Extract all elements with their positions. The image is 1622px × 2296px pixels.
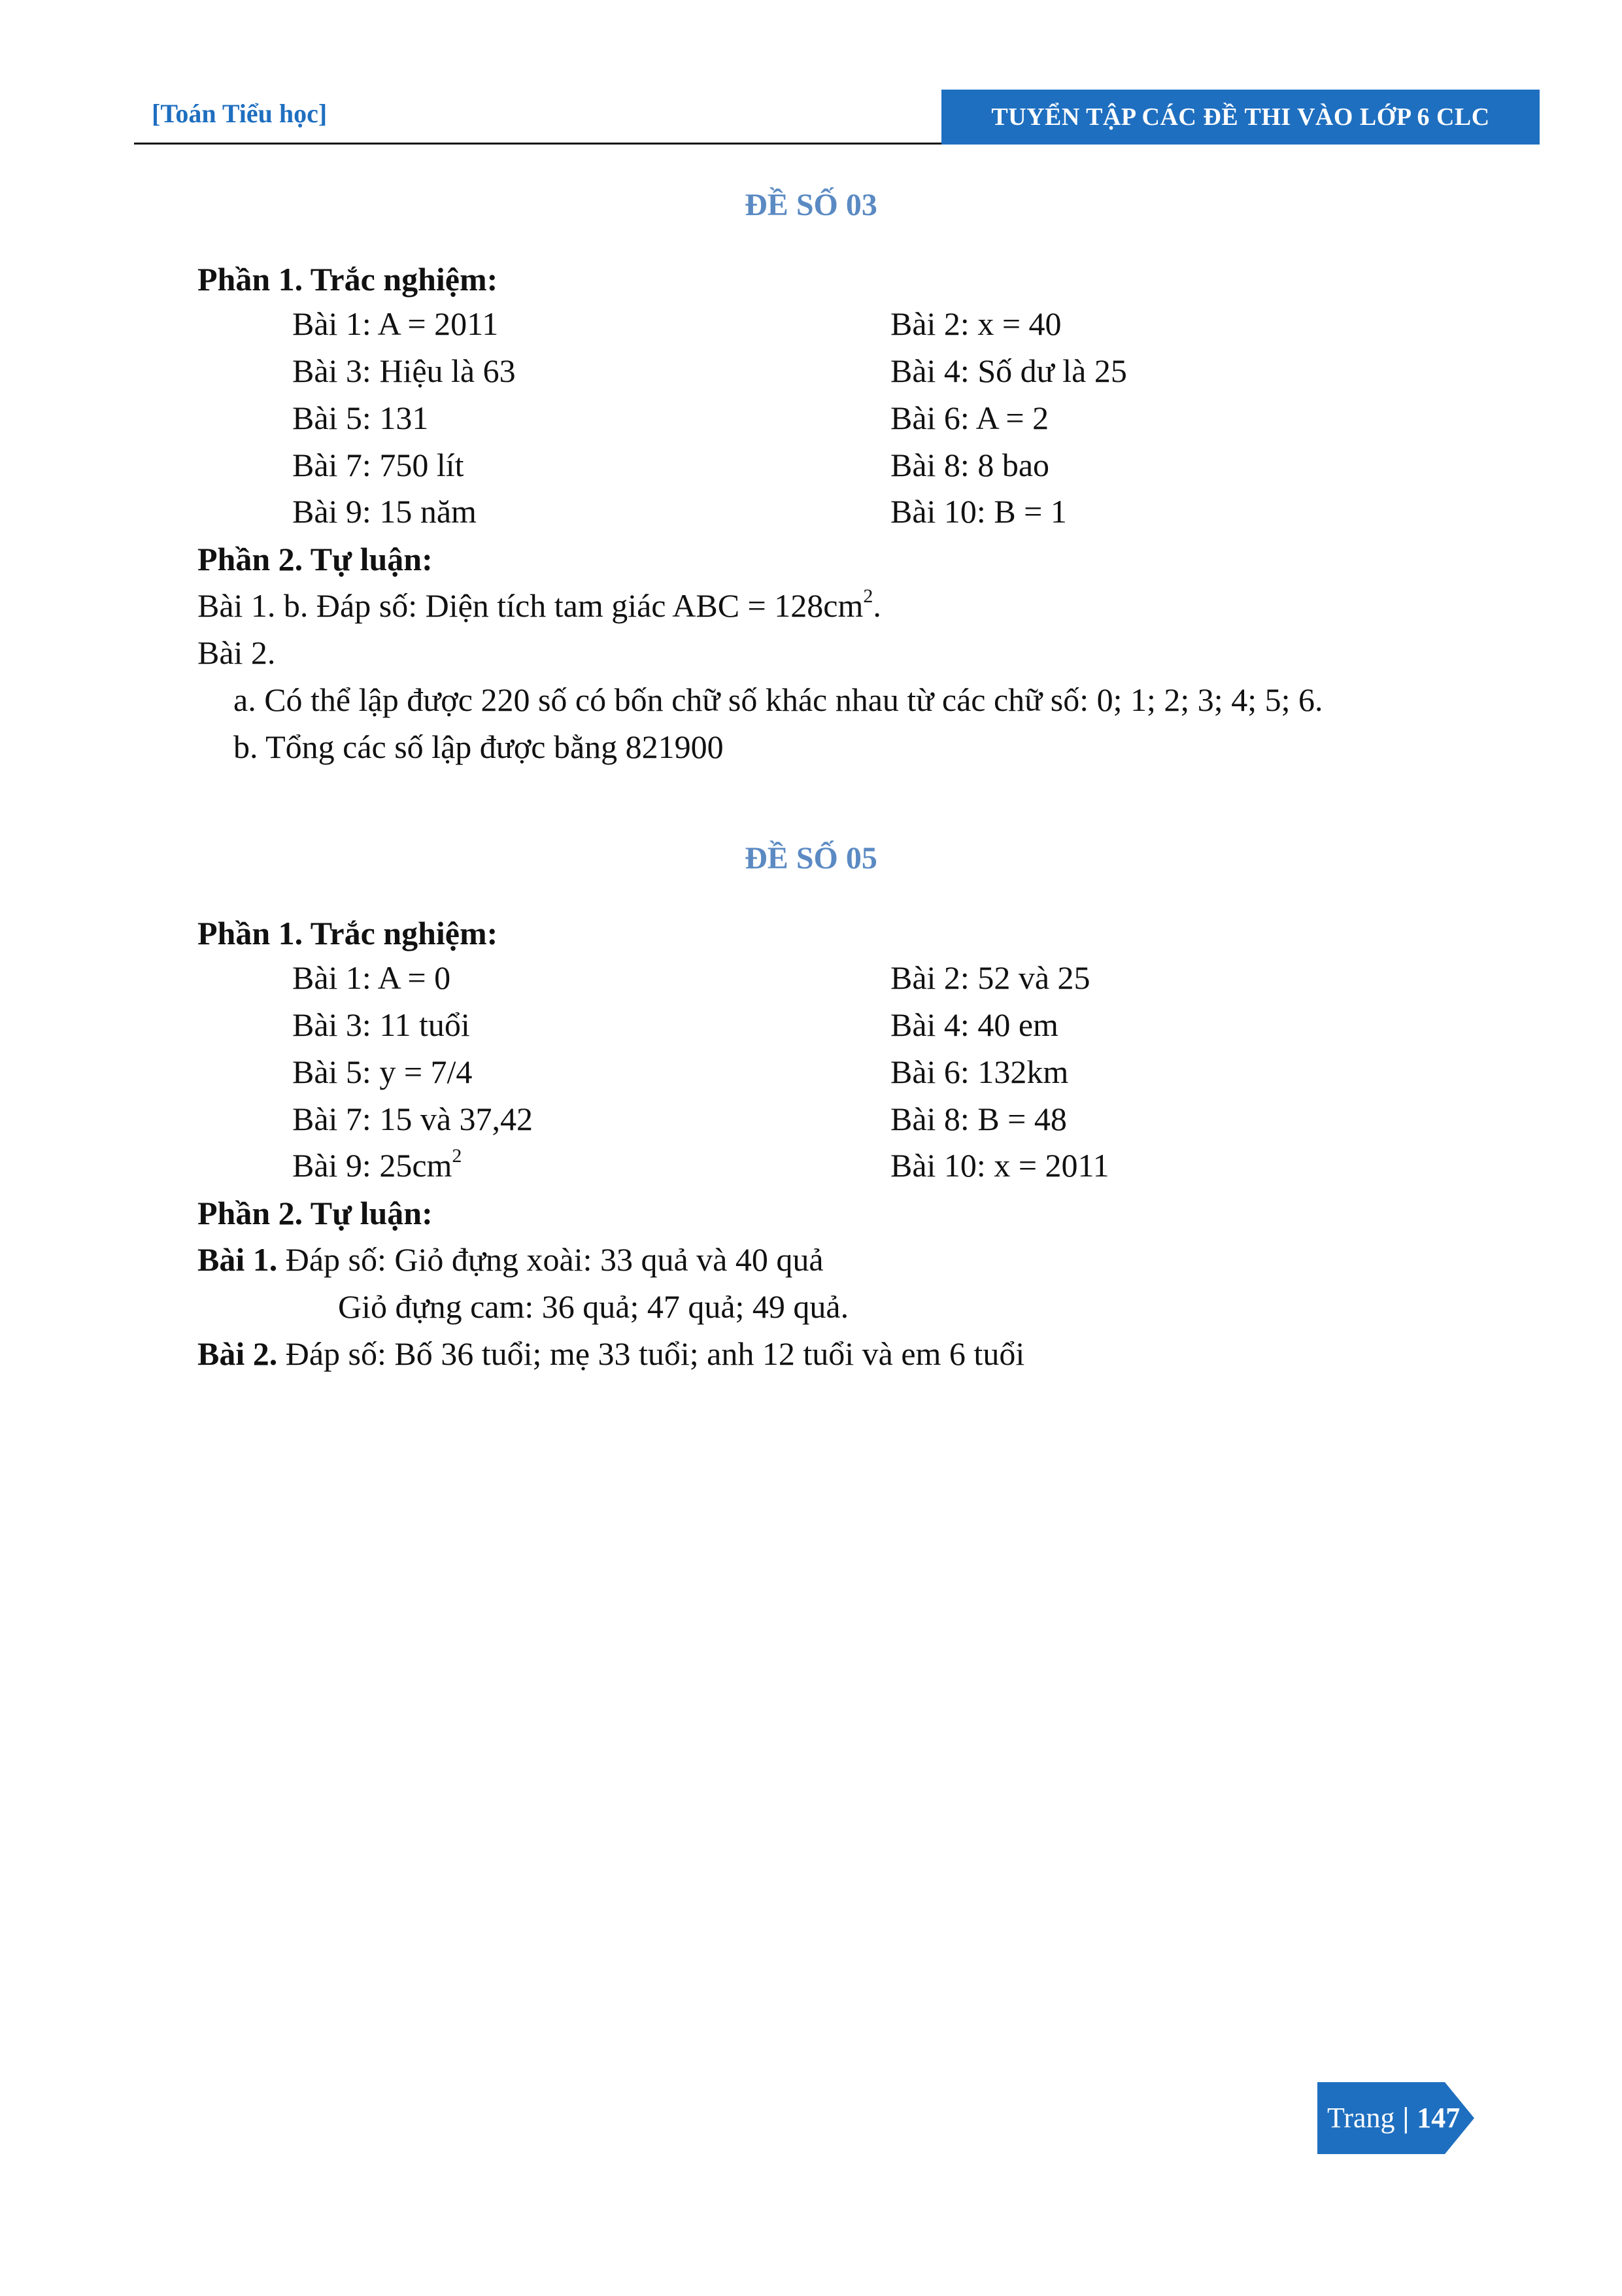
de05-answer-5: Bài 5: y = 7/4: [292, 1054, 473, 1090]
section-title-de03: ĐỀ SỐ 03: [745, 188, 877, 222]
de03-answer-4: Bài 4: Số dư là 25: [890, 352, 1127, 389]
de03-answer-7: Bài 7: 750 lít: [292, 447, 464, 483]
de05-answer-9: [292, 1145, 462, 1184]
header-series-title: TUYỂN TẬP CÁC ĐỀ THI VÀO LỚP 6 CLC: [941, 90, 1540, 145]
de03-part1-title: Phần 1. Trắc nghiệm:: [197, 261, 498, 298]
de05-answer-2: Bài 2: 52 và 25: [890, 959, 1090, 996]
de03-part2-title: Phần 2. Tự luận:: [197, 541, 433, 577]
de05-answer-8: Bài 8: B = 48: [890, 1101, 1067, 1137]
de03-bai2-b: b. Tổng các số lập được bằng 821900: [233, 728, 724, 765]
de05-answer-9-text: Bài 9: 25cm: [292, 1147, 452, 1184]
header-rule: [134, 143, 941, 145]
de05-answer-7: Bài 7: 15 và 37,42: [292, 1101, 533, 1137]
de03-answer-3: Bài 3: Hiệu là 63: [292, 352, 516, 389]
de03-answer-8: Bài 8: 8 bao: [890, 447, 1050, 483]
de05-answer-9-sup: 2: [452, 1145, 462, 1167]
de03-answer-9: Bài 9: 15 năm: [292, 493, 477, 530]
de03-answer-5: Bài 5: 131: [292, 400, 429, 436]
de03-bai2-label: Bài 2.: [197, 634, 276, 671]
page-number-label: [1327, 2098, 1460, 2137]
de03-bai1-end: .: [873, 587, 881, 624]
de05-part1-title: Phần 1. Trắc nghiệm:: [197, 915, 498, 951]
de05-bai1-line2: Giỏ đựng cam: 36 quả; 47 quả; 49 quả.: [338, 1288, 849, 1325]
de03-bai2-a: a. Có thể lập được 220 số có bốn chữ số khác nhau từ các chữ số: 0; 1; 2; 3; 4; 5; 6.: [233, 681, 1323, 718]
de05-bai1-label: Bài 1.: [197, 1241, 278, 1278]
de03-answer-10: Bài 10: B = 1: [890, 493, 1067, 530]
header-subject: [Toán Tiểu học]: [152, 99, 328, 128]
page-label: Trang: [1327, 2101, 1395, 2134]
de03-answer-2: Bài 2: x = 40: [890, 305, 1062, 342]
de05-part2-title: Phần 2. Tự luận:: [197, 1195, 433, 1231]
de03-answer-1: Bài 1: A = 2011: [292, 305, 499, 342]
de05-bai2-text: Đáp số: Bố 36 tuổi; mẹ 33 tuổi; anh 12 tuổi và em 6 tuổi: [277, 1335, 1025, 1372]
section-title-de05: ĐỀ SỐ 05: [745, 841, 877, 876]
de05-answer-4: Bài 4: 40 em: [890, 1006, 1058, 1043]
de05-answer-6: Bài 6: 132km: [890, 1054, 1069, 1090]
de03-answer-6: Bài 6: A = 2: [890, 400, 1049, 436]
de03-bai1: [197, 585, 881, 624]
de03-bai1-text: Bài 1. b. Đáp số: Diện tích tam giác ABC = 128cm: [197, 587, 864, 624]
de05-bai1-line1: Đáp số: Giỏ đựng xoài: 33 quả và 40 quả: [277, 1241, 824, 1278]
page-separator: |: [1402, 2101, 1410, 2134]
de03-bai1-sup: 2: [863, 585, 873, 607]
page-number: 147: [1417, 2101, 1461, 2134]
de05-bai2: [197, 1337, 1024, 1370]
de05-bai2-label: Bài 2.: [197, 1335, 278, 1372]
de05-bai1: [197, 1243, 824, 1276]
de05-answer-10: Bài 10: x = 2011: [890, 1147, 1109, 1184]
de05-answer-1: Bài 1: A = 0: [292, 959, 451, 996]
de05-answer-3: Bài 3: 11 tuổi: [292, 1006, 470, 1043]
